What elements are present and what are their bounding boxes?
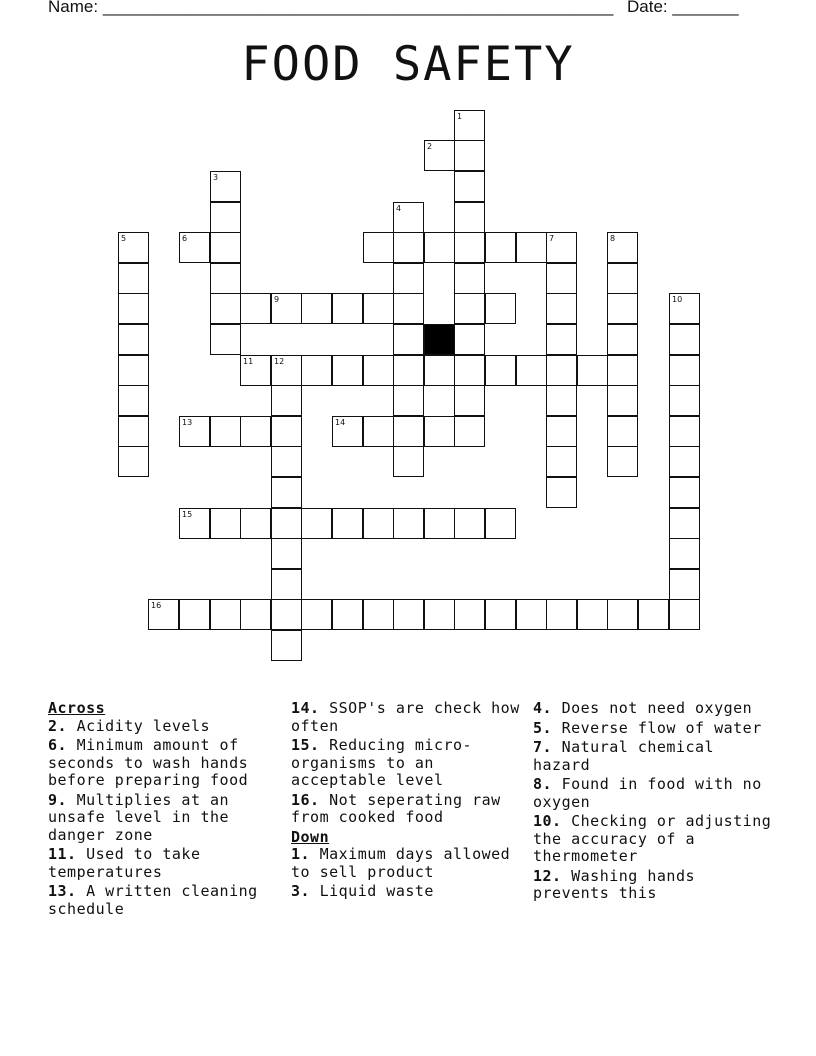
grid-cell[interactable] — [485, 508, 516, 539]
clue-number: 3 — [213, 173, 219, 182]
grid-cell[interactable] — [424, 599, 455, 630]
grid-cell[interactable] — [454, 416, 485, 447]
grid-cell[interactable] — [454, 324, 485, 355]
grid-cell[interactable] — [424, 355, 455, 386]
grid-cell[interactable] — [454, 508, 485, 539]
clue-number: 9 — [274, 295, 280, 304]
grid-cell[interactable] — [240, 293, 271, 324]
clue-number: 13 — [182, 418, 193, 427]
grid-cell[interactable] — [454, 171, 485, 202]
date-blank[interactable]: _______ — [672, 0, 739, 16]
grid-cell[interactable] — [607, 385, 638, 416]
grid-cell[interactable] — [669, 599, 700, 630]
clue-down-5: 5. Reverse flow of water — [533, 718, 762, 737]
clue-number: 7 — [549, 234, 555, 243]
clue-number: 12 — [274, 357, 285, 366]
down-heading: Down — [291, 827, 330, 846]
grid-cell[interactable] — [669, 569, 700, 600]
date-label: Date: — [627, 0, 668, 16]
grid-cell[interactable] — [332, 355, 363, 386]
grid-cell[interactable] — [577, 599, 608, 630]
grid-cell[interactable] — [516, 232, 547, 263]
grid-cell[interactable] — [271, 630, 302, 661]
clue-across-14: 14. SSOP's are check how often — [291, 699, 520, 735]
clue-number: 1 — [457, 112, 463, 121]
grid-cell[interactable] — [485, 232, 516, 263]
clue-number: 5 — [121, 234, 127, 243]
grid-cell[interactable] — [516, 355, 547, 386]
grid-cell[interactable] — [240, 416, 271, 447]
page-title: FOOD SAFETY — [241, 37, 575, 92]
grid-cell[interactable] — [669, 385, 700, 416]
grid-cell[interactable] — [118, 263, 149, 294]
grid-cell[interactable] — [118, 324, 149, 355]
grid-cell[interactable] — [301, 599, 332, 630]
grid-cell[interactable] — [393, 324, 424, 355]
black-cell — [424, 324, 455, 355]
grid-cell[interactable] — [301, 508, 332, 539]
grid-cell[interactable] — [301, 355, 332, 386]
clue-down-12: 12. Washing hands prevents this — [533, 866, 696, 902]
grid-cell[interactable] — [210, 202, 241, 233]
grid-cell[interactable] — [607, 416, 638, 447]
grid-cell[interactable] — [393, 263, 424, 294]
grid-cell[interactable] — [210, 232, 241, 263]
grid-cell[interactable] — [607, 355, 638, 386]
grid-cell[interactable] — [271, 538, 302, 569]
clue-number: 4 — [396, 204, 402, 213]
grid-cell[interactable] — [546, 385, 577, 416]
grid-cell[interactable] — [363, 416, 394, 447]
grid-cell[interactable] — [546, 355, 577, 386]
grid-cell[interactable] — [454, 232, 485, 263]
grid-cell[interactable] — [669, 508, 700, 539]
grid-cell[interactable] — [454, 293, 485, 324]
clue-down-4: 4. Does not need oxygen — [533, 699, 753, 717]
grid-cell[interactable] — [363, 508, 394, 539]
grid-cell[interactable] — [271, 569, 302, 600]
clue-number: 10 — [672, 295, 683, 304]
grid-cell[interactable] — [271, 446, 302, 477]
clue-down-8: 8. Found in food with no oxygen — [533, 775, 762, 811]
grid-cell[interactable] — [424, 416, 455, 447]
grid-cell[interactable] — [393, 599, 424, 630]
grid-cell[interactable] — [393, 416, 424, 447]
clue-across-13: 13. A written cleaning schedule — [48, 882, 258, 918]
grid-cell[interactable] — [118, 385, 149, 416]
grid-cell[interactable] — [363, 232, 394, 263]
grid-cell[interactable] — [546, 293, 577, 324]
clue-across-16: 16. Not seperating raw from cooked food — [291, 790, 501, 826]
grid-cell[interactable] — [454, 140, 485, 171]
clue-across-11: 11. Used to take temperatures — [48, 845, 201, 881]
grid-cell[interactable] — [118, 355, 149, 386]
clue-down-1: 1. Maximum days allowed to sell product — [291, 845, 511, 881]
grid-cell[interactable] — [393, 385, 424, 416]
grid-cell[interactable] — [271, 508, 302, 539]
grid-cell[interactable] — [485, 355, 516, 386]
grid-cell[interactable] — [210, 416, 241, 447]
grid-cell[interactable] — [393, 508, 424, 539]
clue-column-2 — [291, 700, 529, 903]
grid-cell[interactable] — [546, 446, 577, 477]
grid-cell[interactable] — [363, 355, 394, 386]
grid-cell[interactable] — [118, 416, 149, 447]
grid-cell[interactable] — [210, 324, 241, 355]
clue-number: 8 — [610, 234, 616, 243]
clue-number: 2 — [427, 142, 433, 151]
grid-cell[interactable] — [669, 355, 700, 386]
grid-cell[interactable] — [210, 263, 241, 294]
grid-cell[interactable] — [669, 538, 700, 569]
grid-cell[interactable] — [271, 416, 302, 447]
grid-cell[interactable] — [301, 293, 332, 324]
grid-cell[interactable] — [577, 355, 608, 386]
clue-number: 11 — [243, 357, 254, 366]
name-blank[interactable]: ______________________________________________________ — [102, 0, 614, 16]
grid-cell[interactable] — [332, 508, 363, 539]
clue-number: 14 — [335, 418, 346, 427]
grid-cell[interactable] — [669, 416, 700, 447]
grid-cell[interactable] — [546, 477, 577, 508]
grid-cell[interactable] — [454, 202, 485, 233]
grid-cell[interactable] — [485, 293, 516, 324]
clue-number: 6 — [182, 234, 188, 243]
grid-cell[interactable] — [271, 477, 302, 508]
clue-across-2: 2. Acidity levels — [48, 716, 211, 735]
grid-cell[interactable] — [607, 324, 638, 355]
clue-column-1 — [48, 700, 286, 920]
grid-cell[interactable] — [669, 446, 700, 477]
clue-column-3 — [533, 700, 773, 905]
clue-down-7: 7. Natural chemical hazard — [533, 738, 715, 774]
grid-cell[interactable] — [669, 477, 700, 508]
grid-cell[interactable] — [118, 446, 149, 477]
grid-cell[interactable] — [546, 263, 577, 294]
grid-cell[interactable] — [485, 599, 516, 630]
grid-cell[interactable] — [607, 446, 638, 477]
grid-cell[interactable] — [332, 293, 363, 324]
grid-cell[interactable] — [546, 324, 577, 355]
clue-number: 15 — [182, 510, 193, 519]
grid-cell[interactable] — [210, 508, 241, 539]
grid-cell[interactable] — [393, 446, 424, 477]
clue-down-10: 10. Checking or adjusting the accuracy of a thermometer — [533, 812, 772, 865]
grid-cell[interactable] — [240, 599, 271, 630]
clue-down-3: 3. Liquid waste — [291, 882, 434, 900]
grid-cell[interactable] — [516, 599, 547, 630]
grid-cell[interactable] — [607, 293, 638, 324]
across-heading: Across — [48, 699, 106, 717]
grid-cell[interactable] — [546, 599, 577, 630]
grid-cell[interactable] — [424, 232, 455, 263]
grid-cell[interactable] — [638, 599, 669, 630]
grid-cell[interactable] — [546, 416, 577, 447]
grid-cell[interactable] — [363, 599, 394, 630]
grid-cell[interactable] — [240, 508, 271, 539]
grid-cell[interactable] — [210, 293, 241, 324]
grid-cell[interactable] — [210, 599, 241, 630]
grid-cell[interactable] — [607, 599, 638, 630]
grid-cell[interactable] — [607, 263, 638, 294]
grid-cell[interactable] — [363, 293, 394, 324]
grid-cell[interactable] — [179, 599, 210, 630]
grid-cell[interactable] — [271, 599, 302, 630]
clue-across-15: 15. Reducing micro-organisms to an acceptable level — [291, 736, 473, 789]
grid-cell[interactable] — [424, 508, 455, 539]
clue-number: 16 — [151, 601, 162, 610]
grid-cell[interactable] — [271, 385, 302, 416]
grid-cell[interactable] — [454, 599, 485, 630]
grid-cell[interactable] — [332, 599, 363, 630]
grid-cell[interactable] — [669, 324, 700, 355]
grid-cell[interactable] — [393, 293, 424, 324]
name-label: Name: — [48, 0, 99, 16]
grid-cell[interactable] — [454, 355, 485, 386]
grid-cell[interactable] — [393, 355, 424, 386]
clue-across-6: 6. Minimum amount of seconds to wash hands before preparing food — [48, 736, 249, 789]
grid-cell[interactable] — [118, 293, 149, 324]
clue-across-9: 9. Multiplies at an unsafe level in the danger zone — [48, 790, 230, 844]
grid-cell[interactable] — [454, 263, 485, 294]
grid-cell[interactable] — [454, 385, 485, 416]
grid-cell[interactable] — [393, 232, 424, 263]
